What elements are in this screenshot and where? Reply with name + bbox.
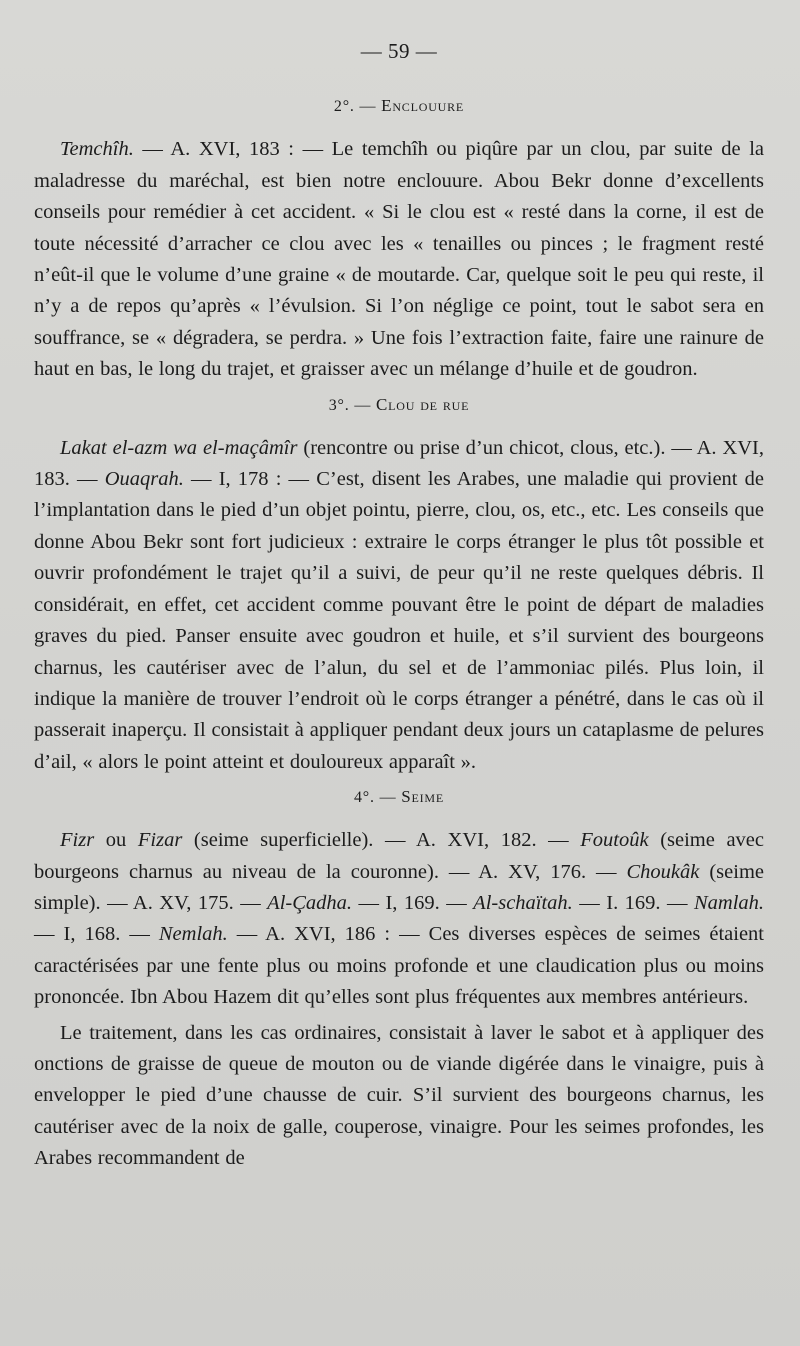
section-title: Enclouure [381, 96, 465, 116]
paragraph-text: (seime superficielle). — A. XVI, 182. — [182, 829, 581, 852]
term-italic: Fizr [60, 829, 95, 852]
term-italic: Lakat el-azm wa el-maçâmîr [60, 436, 298, 459]
paragraph-fizr [34, 825, 764, 1013]
section-heading-enclouure [34, 93, 764, 120]
term-italic: Choukâk [626, 860, 700, 883]
term-italic: Al-schaïtah. [473, 891, 573, 914]
term-italic: Nemlah. [158, 923, 228, 946]
paragraph-text: — I. 169. — [572, 891, 694, 914]
paragraph-text: — A. XVI, 183 : — Le temchîh ou piqûre par un clou, par suite de la maladresse du maréchal, est bien notre enclouure. Abou Bekr donne d’excellents conseils pour remédier à cet accident. « Si le clou est « resté dans la corne, il est de toute nécessité d’arracher ce clou avec les « tenailles ou pinces ; le fragment resté n’eût-il que le volume d’une graine « de moutarde. Car, quelque soit le peu qui reste, il n’y a de repos qu’après « l’évulsion. Si l’on néglige ce point, tout le sabot sera en souffrance, se « dégradera, se perdra. » Une fois l’extraction faite, faire une rainure de haut en bas, le long du trajet, et graisser avec un mélange d’huile et de goudron. [34, 138, 764, 381]
section-heading-clou-de-rue [34, 392, 764, 419]
term-italic: Temchîh. [60, 138, 134, 161]
page-number: — 59 — [360, 39, 438, 63]
term-italic: Fizar [137, 829, 183, 852]
paragraph-text: — I, 169. — [352, 891, 474, 914]
paragraph-traitement: Le traitement, dans les cas ordinaires, consistait à laver le sabot et à appliquer des onctions de graisse de queue de mouton ou de viande digérée dans le vinaigre, puis à envelopper le pied d’une chausse de cuir. S’il survient des bourgeons charnus, les cautériser avec de la noix de galle, couperose, vinaigre. Pour les seimes profondes, les Arabes recommandent de [34, 1021, 764, 1170]
term-italic: Namlah. [693, 891, 765, 914]
section-title: Seime [401, 787, 444, 807]
section-heading-seime [34, 784, 764, 811]
paragraph-text: ou [94, 829, 138, 852]
term-italic: Ouaqrah. [104, 468, 184, 491]
section-number: 3°. — [328, 396, 372, 414]
paragraph-temchih [34, 134, 764, 385]
paragraph-text: — I, 178 : — C’est, disent les Arabes, une maladie qui provient de l’implantation dans le pied d’un objet pointu, pierre, clou, os, etc., etc. Les conseils que donne Abou Bekr sont fort judicieux : extraire le corps étranger le plus tôt possible et ouvrir profondément le trajet qu’il a suivi, de peur qu’il ne reste quelques débris. Il considérait, en effet, cet accident comme pouvant être le point de départ de maladies graves du pied. Panser ensuite avec goudron et huile, et s’il survient des bourgeons charnus, les cautériser avec de l’alun, du sel et de l’ammoniac pilés. Plus loin, il indique la manière de trouver l’endroit où le corps étranger a pénétré, dans le cas où il passerait inaperçu. Il consistait à appliquer pendant deux jours un cataplasme de pelures d’ail, « alors le point atteint et douloureux apparaît ». [34, 468, 765, 773]
paragraph-text: — I, 168. — [34, 923, 159, 946]
term-italic: Foutoûk [580, 829, 649, 852]
paragraph-text: (seime avec bourgeons charnus au niveau de la couronne). — A. XV, 176. — [34, 829, 764, 883]
section-title: Clou de rue [375, 394, 470, 414]
paragraph-text: (rencontre ou prise d’un chicot, clous, etc.). — A. XVI, 183. — [34, 436, 765, 491]
paragraph-text: — A. XVI, 186 : — Ces diverses espèces de seimes étaient caractérisées par une fente plus ou moins profonde et une claudication plus ou moins prononcée. Ibn Abou Hazem dit qu’elles sont plus fréquentes aux membres antérieurs. [34, 923, 764, 1009]
term-italic: Al-Çadha. [267, 891, 353, 914]
section-number: 2°. — [333, 98, 377, 116]
section-number: 4°. — [354, 789, 397, 807]
paragraph-text: (seime simple). — A. XV, 175. — [34, 860, 764, 914]
paragraph-lakat [34, 433, 764, 778]
